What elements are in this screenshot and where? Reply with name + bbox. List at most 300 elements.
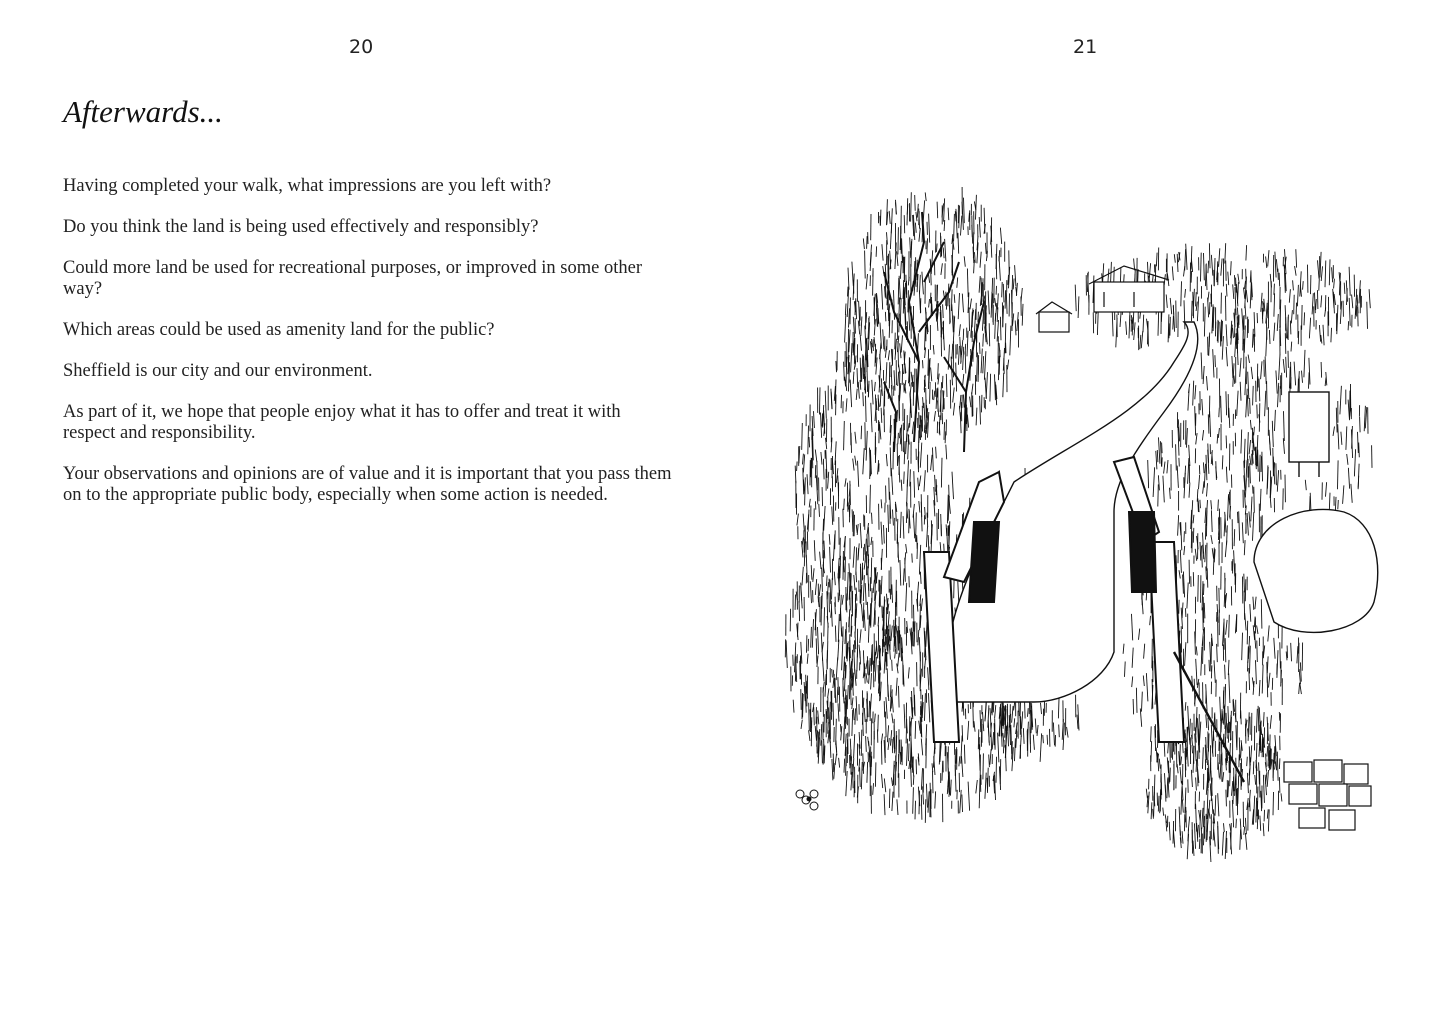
hatch-stroke: [835, 754, 836, 765]
hatch-stroke: [1244, 326, 1245, 353]
hatch-stroke: [1326, 482, 1327, 497]
hatch-stroke: [1184, 266, 1185, 276]
hatch-stroke: [970, 299, 972, 310]
hatch-stroke: [1148, 321, 1149, 347]
hatch-stroke: [1133, 699, 1134, 714]
hatch-stroke: [1240, 382, 1241, 401]
hatch-stroke: [1245, 303, 1246, 319]
hatch-stroke: [1189, 483, 1190, 498]
hatch-stroke: [1354, 449, 1355, 476]
hatch-stroke: [853, 673, 854, 687]
hatch-stroke: [1003, 284, 1004, 303]
hatch-stroke: [949, 772, 950, 795]
hatch-stroke: [1245, 579, 1246, 601]
hatch-stroke: [1264, 299, 1265, 312]
hatch-stroke: [985, 378, 986, 399]
hatch-stroke: [1246, 245, 1247, 260]
hatch-stroke: [878, 460, 879, 474]
hatch-stroke: [845, 478, 846, 486]
hatch-stroke: [1309, 318, 1310, 339]
hatch-stroke: [1256, 798, 1257, 823]
hatch-stroke: [1214, 660, 1215, 683]
hatch-stroke: [1035, 719, 1036, 734]
hatch-stroke: [964, 256, 965, 266]
hatch-stroke: [853, 459, 854, 471]
hatch-stroke: [868, 527, 869, 538]
hatch-stroke: [1266, 327, 1267, 356]
hatch-stroke: [851, 343, 852, 372]
hatch-stroke: [1186, 807, 1187, 828]
hatch-stroke: [983, 753, 984, 779]
hatch-stroke: [863, 448, 864, 474]
hatch-stroke: [854, 338, 855, 364]
hatch-stroke: [937, 202, 938, 219]
hatch-stroke: [1217, 271, 1218, 282]
hatch-stroke: [898, 372, 899, 386]
hatch-stroke: [984, 351, 986, 380]
hatch-stroke: [825, 391, 826, 419]
hatch-stroke: [1267, 746, 1268, 757]
hatch-stroke: [891, 685, 892, 697]
hatch-stroke: [892, 778, 893, 787]
hatch-stroke: [884, 600, 885, 612]
hatch-stroke: [909, 761, 910, 769]
hatch-stroke: [1158, 309, 1159, 336]
hatch-stroke: [1286, 652, 1287, 661]
hatch-stroke: [908, 667, 909, 678]
hatch-stroke: [876, 572, 877, 583]
hatch-stroke: [942, 376, 943, 388]
hatch-stroke: [1293, 280, 1294, 290]
hatch-stroke: [878, 617, 879, 627]
hatch-stroke: [1226, 467, 1227, 483]
hatch-stroke: [1341, 432, 1342, 445]
hatch-stroke: [1167, 460, 1168, 473]
hatch-stroke: [1248, 372, 1249, 399]
hatch-stroke: [911, 718, 912, 736]
hatch-stroke: [1210, 411, 1211, 437]
hatch-stroke: [1195, 549, 1197, 561]
hatch-stroke: [886, 697, 887, 719]
hatch-stroke: [867, 534, 868, 556]
hatch-stroke: [1206, 455, 1207, 480]
hatch-stroke: [938, 363, 939, 379]
hatch-stroke: [884, 778, 886, 792]
hatch-stroke: [853, 546, 854, 567]
hatch-stroke: [1185, 642, 1186, 666]
hatch-stroke: [906, 583, 907, 611]
hatch-stroke: [900, 560, 901, 586]
hatch-stroke: [1351, 484, 1352, 503]
hatch-stroke: [810, 581, 811, 603]
hatch-stroke: [921, 494, 922, 517]
hatch-stroke: [801, 720, 802, 729]
hatch-stroke: [901, 480, 902, 491]
hatch-stroke: [1000, 317, 1001, 341]
hatch-stroke: [969, 307, 970, 331]
hatch-stroke: [882, 244, 883, 260]
hatch-stroke: [1228, 272, 1229, 286]
hatch-stroke: [1167, 778, 1168, 798]
hatch-stroke: [1367, 302, 1368, 329]
hatch-stroke: [1250, 420, 1251, 430]
hatch-stroke: [1248, 712, 1249, 741]
hatch-stroke: [1013, 313, 1014, 325]
hatch-stroke: [1325, 261, 1326, 288]
hatch-stroke: [1254, 427, 1255, 436]
hatch-stroke: [926, 527, 927, 548]
hatch-stroke: [885, 346, 886, 358]
hatch-stroke: [835, 530, 836, 549]
hatch-stroke: [1352, 295, 1353, 309]
hatch-stroke: [844, 499, 845, 510]
hatch-stroke: [1202, 581, 1203, 610]
hatch-stroke: [805, 477, 806, 505]
hatch-stroke: [1279, 777, 1280, 793]
hatch-stroke: [926, 622, 927, 647]
hatch-stroke: [855, 708, 856, 724]
hatch-stroke: [917, 204, 918, 218]
hatch-stroke: [838, 677, 839, 695]
hatch-stroke: [958, 346, 959, 365]
hatch-stroke: [1202, 808, 1203, 829]
hatch-stroke: [1189, 384, 1190, 393]
hatch-stroke: [871, 558, 872, 584]
hatch-stroke: [1225, 243, 1226, 263]
hatch-stroke: [828, 688, 829, 698]
hatch-stroke: [931, 368, 932, 382]
hatch-stroke: [1204, 603, 1205, 619]
hatch-stroke: [941, 514, 942, 536]
hatch-stroke: [821, 596, 822, 626]
hatch-stroke: [896, 200, 897, 215]
hatch-stroke: [1015, 265, 1016, 286]
hatch-stroke: [900, 740, 901, 765]
hatch-stroke: [860, 651, 861, 665]
hatch-stroke: [1015, 321, 1016, 336]
hatch-stroke: [888, 350, 889, 360]
hatch-stroke: [1225, 684, 1226, 707]
hatch-stroke: [920, 443, 922, 468]
hatch-stroke: [1169, 822, 1170, 841]
hatch-stroke: [818, 596, 819, 607]
hatch-stroke: [829, 534, 830, 545]
hatch-stroke: [913, 776, 914, 785]
hatch-stroke: [929, 299, 930, 307]
hatch-stroke: [921, 598, 922, 611]
hatch-stroke: [1212, 799, 1213, 814]
hatch-stroke: [1254, 312, 1255, 337]
hatch-stroke: [1208, 414, 1209, 433]
hatch-stroke: [846, 398, 847, 411]
hatch-stroke: [1234, 529, 1235, 546]
hatch-stroke: [833, 754, 834, 773]
hatch-stroke: [1212, 452, 1213, 465]
hatch-stroke: [1221, 320, 1222, 346]
hatch-stroke: [1300, 662, 1301, 681]
hatch-stroke: [1318, 260, 1320, 278]
hatch-stroke: [1229, 615, 1230, 638]
hatch-stroke: [980, 343, 981, 354]
hatch-stroke: [1013, 279, 1014, 290]
hatch-stroke: [910, 237, 911, 258]
hatch-stroke: [1195, 823, 1196, 848]
hatch-stroke: [1143, 676, 1144, 687]
hatch-stroke: [904, 441, 905, 464]
hatch-stroke: [1156, 748, 1157, 760]
hatch-stroke: [1237, 391, 1238, 416]
hatch-stroke: [1126, 321, 1127, 334]
hatch-stroke: [919, 721, 920, 731]
hatch-stroke: [983, 356, 984, 373]
hatch-stroke: [870, 702, 871, 721]
hatch-stroke: [864, 610, 865, 631]
hatch-stroke: [797, 462, 798, 472]
hatch-stroke: [832, 759, 833, 780]
hatch-stroke: [819, 584, 820, 596]
hatch-stroke: [990, 708, 991, 726]
hatch-stroke: [1233, 284, 1234, 299]
hatch-stroke: [1209, 733, 1210, 751]
hatch-stroke: [999, 256, 1000, 281]
hatch-stroke: [918, 478, 919, 490]
hatch-stroke: [999, 350, 1000, 375]
hatch-stroke: [847, 685, 848, 709]
hatch-stroke: [997, 293, 998, 309]
hatch-stroke: [937, 244, 938, 252]
hatch-stroke: [881, 499, 882, 508]
hatch-stroke: [1146, 673, 1148, 701]
hatch-stroke: [1000, 228, 1001, 244]
hatch-stroke: [852, 710, 853, 736]
hatch-stroke: [919, 476, 921, 487]
hatch-stroke: [1241, 743, 1242, 758]
hatch-stroke: [996, 757, 997, 783]
hatch-stroke: [817, 461, 818, 490]
hatch-stroke: [1097, 311, 1098, 335]
hatch-stroke: [1211, 535, 1213, 544]
hatch-stroke: [1218, 500, 1219, 512]
hatch-stroke: [1215, 795, 1216, 816]
hatch-stroke: [1222, 336, 1223, 360]
hatch-stroke: [863, 238, 864, 249]
signboard: [1289, 392, 1329, 477]
hatch-stroke: [1211, 665, 1212, 678]
hatch-stroke: [915, 721, 916, 739]
hatch-stroke: [849, 609, 850, 632]
hatch-stroke: [1197, 679, 1198, 688]
hatch-stroke: [931, 250, 933, 274]
hatch-stroke: [1067, 727, 1069, 738]
hatch-stroke: [911, 738, 912, 768]
hatch-stroke: [1159, 437, 1160, 463]
hatch-stroke: [825, 674, 826, 697]
hatch-stroke: [1333, 427, 1335, 436]
hatch-stroke: [978, 729, 979, 749]
hatch-stroke: [855, 669, 856, 686]
hatch-stroke: [1022, 711, 1023, 728]
hatch-stroke: [849, 671, 850, 699]
hatch-stroke: [886, 712, 887, 738]
hatch-stroke: [1202, 399, 1203, 415]
hatch-stroke: [1294, 362, 1296, 386]
hatch-stroke: [1208, 261, 1209, 274]
hatch-stroke: [1286, 357, 1287, 378]
hatch-stroke: [916, 212, 917, 221]
hatch-stroke: [904, 257, 905, 282]
hatch-stroke: [884, 794, 885, 815]
hatch-stroke: [880, 682, 881, 701]
hatch-stroke: [959, 206, 960, 229]
hatch-stroke: [1188, 458, 1189, 484]
hatch-stroke: [1256, 660, 1257, 684]
hatch-stroke: [1274, 284, 1275, 295]
hatch-stroke: [1360, 417, 1361, 432]
hatch-stroke: [1187, 749, 1188, 766]
hatch-stroke: [1208, 298, 1209, 318]
hatch-stroke: [958, 293, 959, 319]
hatch-stroke: [815, 450, 817, 462]
hatch-stroke: [1261, 361, 1262, 379]
hatch-stroke: [1321, 335, 1322, 344]
hatch-stroke: [917, 582, 918, 600]
hatch-stroke: [1199, 839, 1200, 849]
hatch-stroke: [890, 589, 891, 600]
hatch-stroke: [1269, 673, 1271, 688]
hatch-stroke: [1274, 323, 1275, 341]
hatch-stroke: [852, 262, 853, 286]
hatch-stroke: [919, 637, 920, 661]
hatch-stroke: [928, 667, 929, 690]
hatch-stroke: [1193, 528, 1194, 543]
hatch-stroke: [988, 291, 989, 315]
hatch-stroke: [898, 626, 899, 650]
hatch-stroke: [888, 685, 889, 701]
hatch-stroke: [1246, 389, 1248, 418]
hatch-stroke: [892, 739, 893, 753]
hatch-stroke: [958, 233, 959, 254]
hatch-stroke: [1297, 285, 1298, 306]
hatch-stroke: [907, 198, 908, 225]
hatch-stroke: [1151, 802, 1152, 819]
hatch-stroke: [951, 780, 952, 796]
hatch-stroke: [985, 243, 986, 254]
hatch-stroke: [1237, 721, 1238, 750]
hatch-stroke: [832, 578, 833, 599]
hatch-stroke: [886, 362, 887, 383]
hatch-stroke: [840, 556, 841, 579]
hatch-stroke: [833, 703, 834, 726]
hatch-stroke: [820, 552, 821, 569]
hatch-stroke: [851, 573, 852, 591]
hatch-stroke: [925, 192, 926, 201]
hatch-stroke: [809, 730, 810, 741]
hatch-stroke: [944, 422, 945, 440]
paragraph: Having completed your walk, what impressions are you left with?: [63, 176, 552, 196]
hatch-stroke: [960, 790, 962, 813]
hatch-stroke: [965, 351, 966, 373]
hatch-stroke: [1263, 823, 1264, 836]
hatch-stroke: [1316, 299, 1317, 310]
hatch-stroke: [865, 251, 866, 279]
hatch-stroke: [844, 759, 845, 773]
hatch-stroke: [954, 214, 955, 242]
paragraph: Could more land be used for recreational purposes, or improved in some other way?: [63, 258, 642, 299]
hatch-stroke: [855, 456, 856, 466]
hatch-stroke: [1255, 631, 1256, 648]
hatch-stroke: [1347, 454, 1348, 465]
hatch-stroke: [863, 753, 864, 773]
hatch-stroke: [926, 784, 927, 808]
hatch-stroke: [1162, 443, 1163, 454]
hatch-stroke: [1150, 616, 1151, 625]
hatch-stroke: [1184, 546, 1185, 555]
hatch-stroke: [1255, 597, 1256, 609]
hatch-stroke: [1185, 702, 1186, 711]
hatch-stroke: [864, 708, 865, 722]
paragraph: Do you think the land is being used effectively and responsibly?: [63, 217, 539, 237]
hatch-stroke: [900, 298, 901, 326]
hatch-stroke: [808, 639, 809, 651]
hatch-stroke: [870, 485, 871, 514]
hatch-stroke: [797, 514, 799, 526]
hatch-stroke: [866, 312, 867, 323]
hatch-stroke: [1272, 421, 1273, 447]
hatch-stroke: [880, 210, 881, 226]
hatch-stroke: [860, 358, 861, 382]
hatch-stroke: [895, 648, 896, 658]
hatch-stroke: [1003, 373, 1004, 397]
hatch-stroke: [866, 431, 867, 461]
hatch-stroke: [1259, 680, 1260, 696]
hatch-stroke: [1197, 297, 1198, 322]
hatch-stroke: [838, 703, 839, 721]
hatch-stroke: [841, 724, 842, 732]
hatch-stroke: [1294, 295, 1295, 314]
hatch-stroke: [980, 252, 981, 268]
hatch-stroke: [889, 362, 890, 388]
hatch-stroke: [882, 284, 883, 310]
hatch-stroke: [1260, 816, 1261, 831]
hatch-stroke: [1210, 758, 1211, 781]
hatch-stroke: [803, 454, 804, 472]
hatch-stroke: [1201, 647, 1202, 676]
hatch-stroke: [1253, 386, 1254, 406]
hatch-stroke: [976, 780, 978, 793]
hatch-stroke: [1241, 710, 1242, 724]
hatch-stroke: [866, 673, 867, 682]
hatch-stroke: [892, 660, 893, 671]
hatch-stroke: [1349, 298, 1350, 326]
hatch-stroke: [1343, 485, 1344, 504]
hatch-stroke: [1134, 322, 1135, 340]
hatch-stroke: [1274, 638, 1275, 659]
hatch-stroke: [967, 415, 968, 428]
hatch-stroke: [1112, 313, 1113, 337]
hatch-stroke: [995, 313, 996, 339]
hatch-stroke: [903, 568, 904, 585]
hatch-stroke: [882, 774, 883, 788]
hatch-stroke: [1289, 289, 1290, 303]
hatch-stroke: [1187, 428, 1188, 448]
hatch-stroke: [1229, 408, 1230, 428]
hatch-stroke: [1270, 496, 1271, 508]
hatch-stroke: [1040, 733, 1042, 762]
hatch-stroke: [948, 208, 949, 220]
hatch-stroke: [1219, 408, 1220, 418]
hatch-stroke: [1204, 584, 1205, 595]
hatch-stroke: [932, 763, 933, 772]
